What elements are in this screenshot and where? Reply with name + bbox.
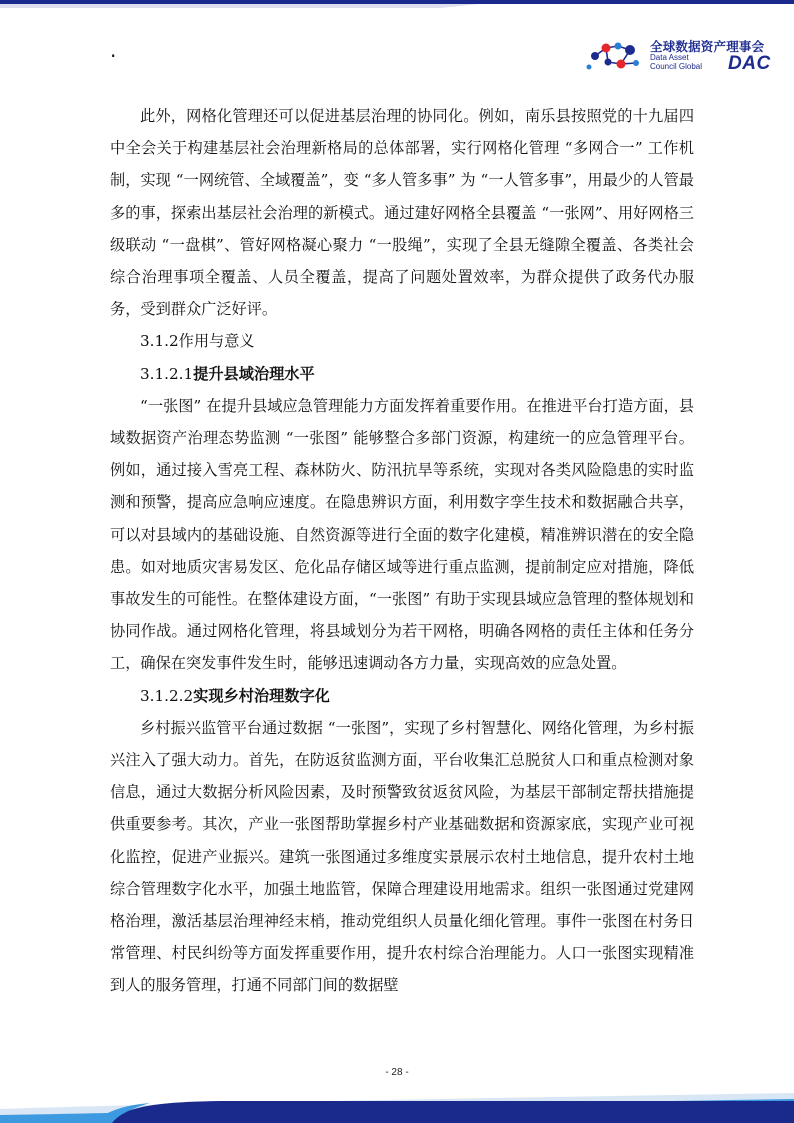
paragraph-grid-management: 此外，网格化管理还可以促进基层治理的协同化。例如，南乐县按照党的十九届四中全会关于构建基层社会治理新格局的总体部署，实行网格化管理 “多网合一” 工作机制，实现 “一网统管、全域覆盖”，变 “多人管多事” 为 “一人管多事”，用最少的人管最多的事，探索出基层社会治理的新模式。通过建好网格全县覆盖 “一张网”、用好网格三级联动 “一盘棋”、管好网格凝心聚力 “一股绳”，实现了全县无缝隙全覆盖、各类社会综合治理事项全覆盖、人员全覆盖，提高了问题处置效率，为群众提供了政务代办服务，受到群众广泛好评。 <box>110 107 694 319</box>
section-number: 3.1.2 <box>140 332 179 351</box>
dac-molecule-icon <box>586 36 646 76</box>
footer-wave-decoration <box>0 1083 794 1123</box>
paragraph-rural-governance: 乡村振兴监管平台通过数据 “一张图”，实现了乡村智慧化、网络化管理，为乡村振兴注入了强大动力。首先，在防返贫监测方面，平台收集汇总脱贫人口和重点检测对象信息，通过大数据分析风险因素，及时预警致贫返贫风险，为基层干部制定帮扶措施提供重要参考。其次，产业一张图帮助掌握乡村产业基础数据和资源家底，实现产业可视化监控，促进产业振兴。建筑一张图通过多维度实景展示农村土地信息，提升农村土地综合管理数字化水平，加强土地监管，保障合理建设用地需求。组织一张图通过党建网格治理，激活基层治理神经末梢，推动党组织人员量化细化管理。事件一张图在村务日常管理、村民纠纷等方面发挥重要作用，提升农村综合治理能力。人口一张图实现精准到人的服务管理，打通不同部门间的数据壁 <box>110 718 694 995</box>
logo-abbreviation: DAC <box>728 53 771 74</box>
section-heading-3-1-2-1 <box>110 358 694 390</box>
section-title: 提升县域治理水平 <box>193 364 315 383</box>
section-number: 3.1.2.1 <box>140 364 194 383</box>
document-body <box>110 100 694 1002</box>
logo-english-name: Data Asset Council Global <box>650 53 703 71</box>
page-number: - 28 - <box>385 1067 409 1078</box>
section-title: 作用与意义 <box>178 332 255 351</box>
paragraph-county-governance: “一张图” 在提升县域应急管理能力方面发挥着重要作用。在推进平台打造方面，县域数据资产治理态势监测 “一张图” 能够整合多部门资源，构建统一的应急管理平台。例如，通过接入雪亮工程、森林防火、防汛抗旱等系统，实现对各类风险隐患的实时监测和预警，提高应急响应速度。在隐患辨识方面，利用数字孪生技术和数据融合共享，可以对县域内的基础设施、自然资源等进行全面的数字化建模，精准辨识潜在的安全隐患。如对地质灾害易发区、危化品存储区域等进行重点监测，提前制定应对措施，降低事故发生的可能性。在整体建设方面，“一张图” 有助于实现县域应急管理的整体规划和协同作战。通过网格化管理，将县域划分为若干网格，明确各网格的责任主体和任务分工，确保在突发事件发生时，能够迅速调动各方力量，实现高效的应急处置。 <box>110 396 694 673</box>
section-heading-3-1-2-2 <box>110 680 694 712</box>
section-title: 实现乡村治理数字化 <box>193 686 330 705</box>
section-heading-3-1-2 <box>110 325 694 357</box>
header-dot: · <box>110 44 117 68</box>
section-number: 3.1.2.2 <box>140 686 194 705</box>
dac-logo <box>586 36 782 76</box>
logo-chinese-name: 全球数据资产理事会 <box>650 39 765 54</box>
header-color-bar <box>0 0 794 8</box>
